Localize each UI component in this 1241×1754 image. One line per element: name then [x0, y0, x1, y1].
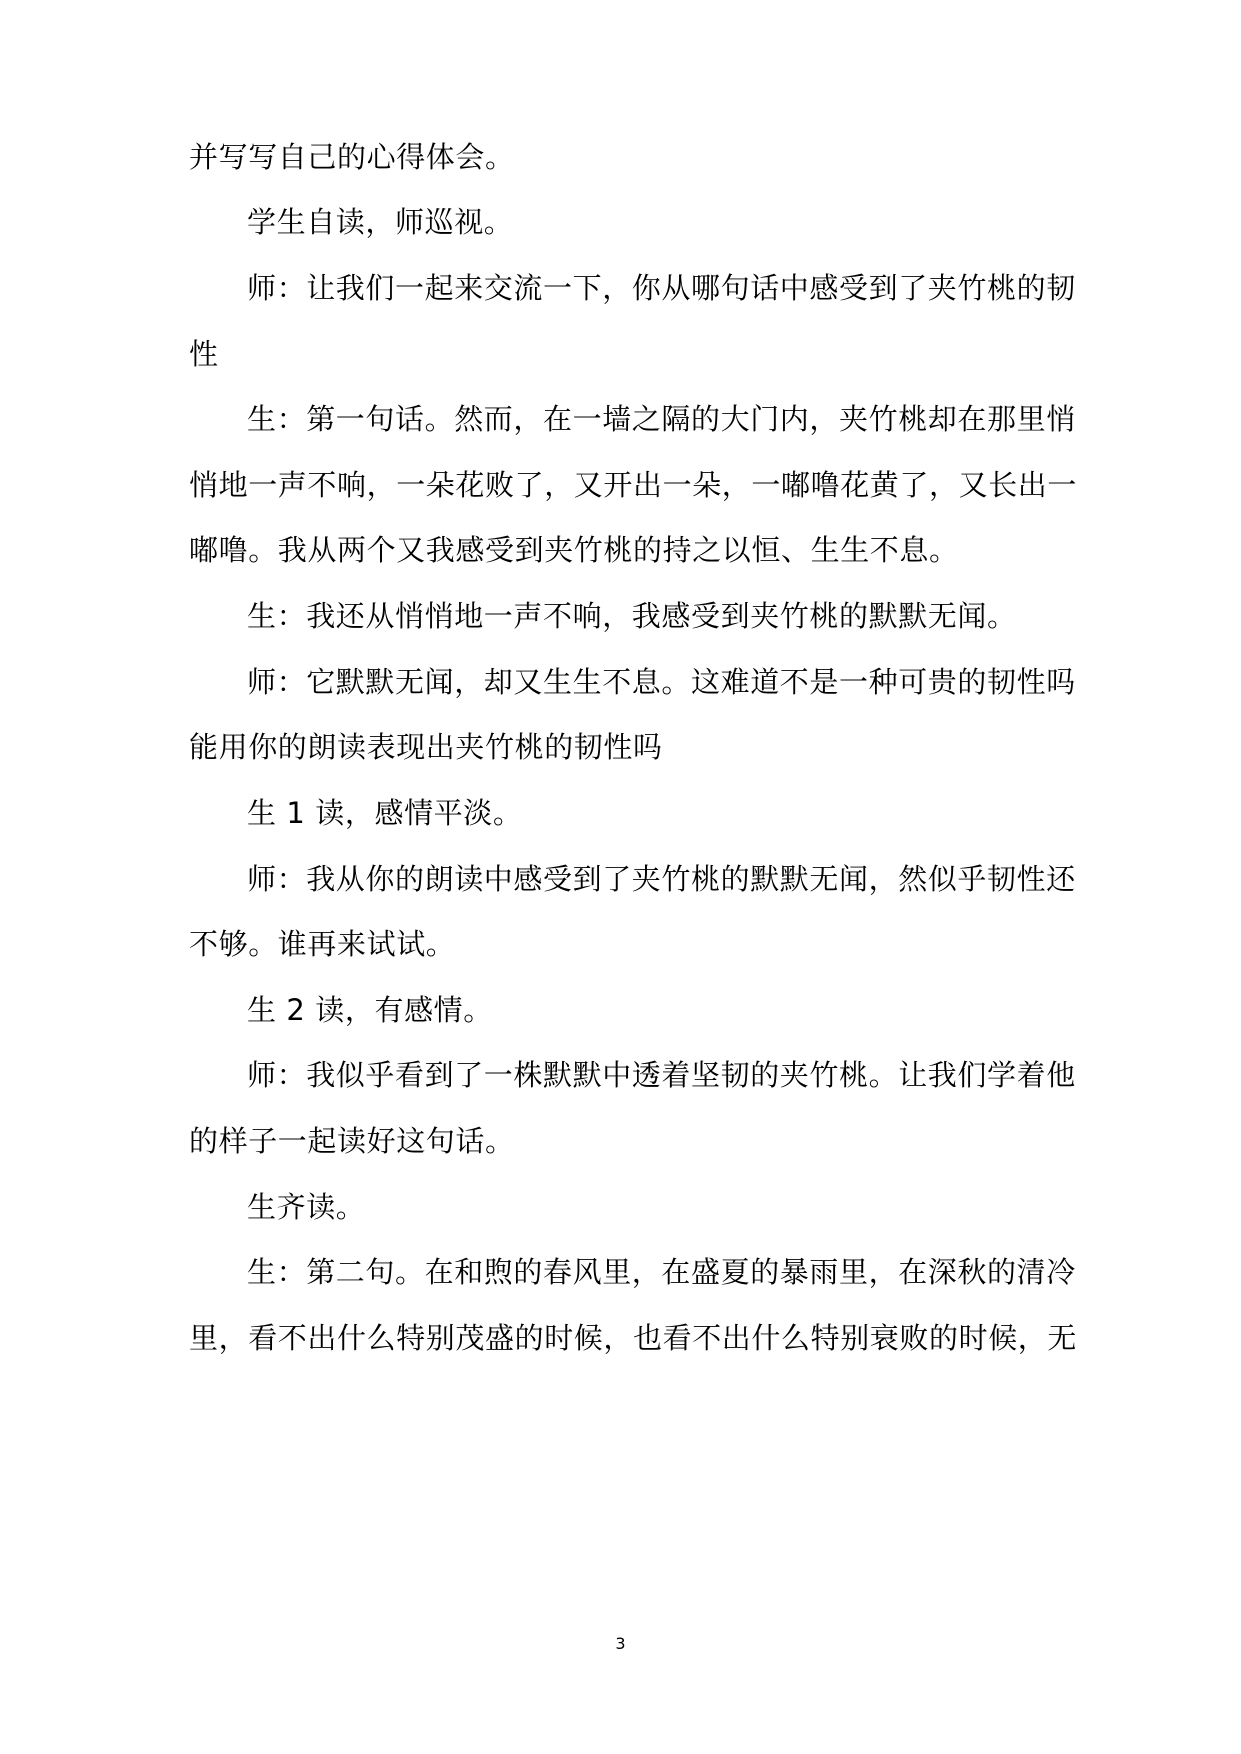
text-line: 能用你的朗读表现出夹竹桃的韧性吗	[189, 730, 663, 764]
text-line: 师：我似乎看到了一株默默中透着坚韧的夹竹桃。让我们学着他	[247, 1058, 1076, 1092]
text-line: 生：第一句话。然而，在一墙之隔的大门内，夹竹桃却在那里悄	[247, 402, 1076, 436]
text-line: 师：让我们一起来交流一下，你从哪句话中感受到了夹竹桃的韧	[247, 271, 1076, 305]
text-line: 悄地一声不响，一朵花败了，又开出一朵，一嘟噜花黄了，又长出一	[189, 468, 1078, 502]
text-line: 生 2 读，有感情。	[247, 993, 493, 1027]
text-line: 嘟噜。我从两个又我感受到夹竹桃的持之以恒、生生不息。	[189, 533, 959, 567]
text-line: 生：我还从悄悄地一声不响，我感受到夹竹桃的默默无闻。	[247, 599, 1017, 633]
text-line: 里，看不出什么特别茂盛的时候，也看不出什么特别衰败的时候，无	[189, 1321, 1078, 1355]
text-line: 学生自读，师巡视。	[247, 205, 514, 239]
text-line: 生 1 读，感情平淡。	[247, 796, 523, 830]
page-number: 3	[615, 1634, 626, 1653]
text-line: 并写写自己的心得体会。	[189, 140, 515, 174]
text-line: 性	[189, 337, 219, 371]
text-line: 师：它默默无闻，却又生生不息。这难道不是一种可贵的韧性吗	[247, 665, 1076, 699]
text-line: 不够。谁再来试试。	[189, 927, 456, 961]
text-line: 生齐读。	[247, 1190, 366, 1224]
text-line: 的样子一起读好这句话。	[189, 1124, 515, 1158]
text-line: 师：我从你的朗读中感受到了夹竹桃的默默无闻，然似乎韧性还	[247, 862, 1076, 896]
text-line: 生：第二句。在和煦的春风里，在盛夏的暴雨里，在深秋的清冷	[247, 1255, 1076, 1289]
